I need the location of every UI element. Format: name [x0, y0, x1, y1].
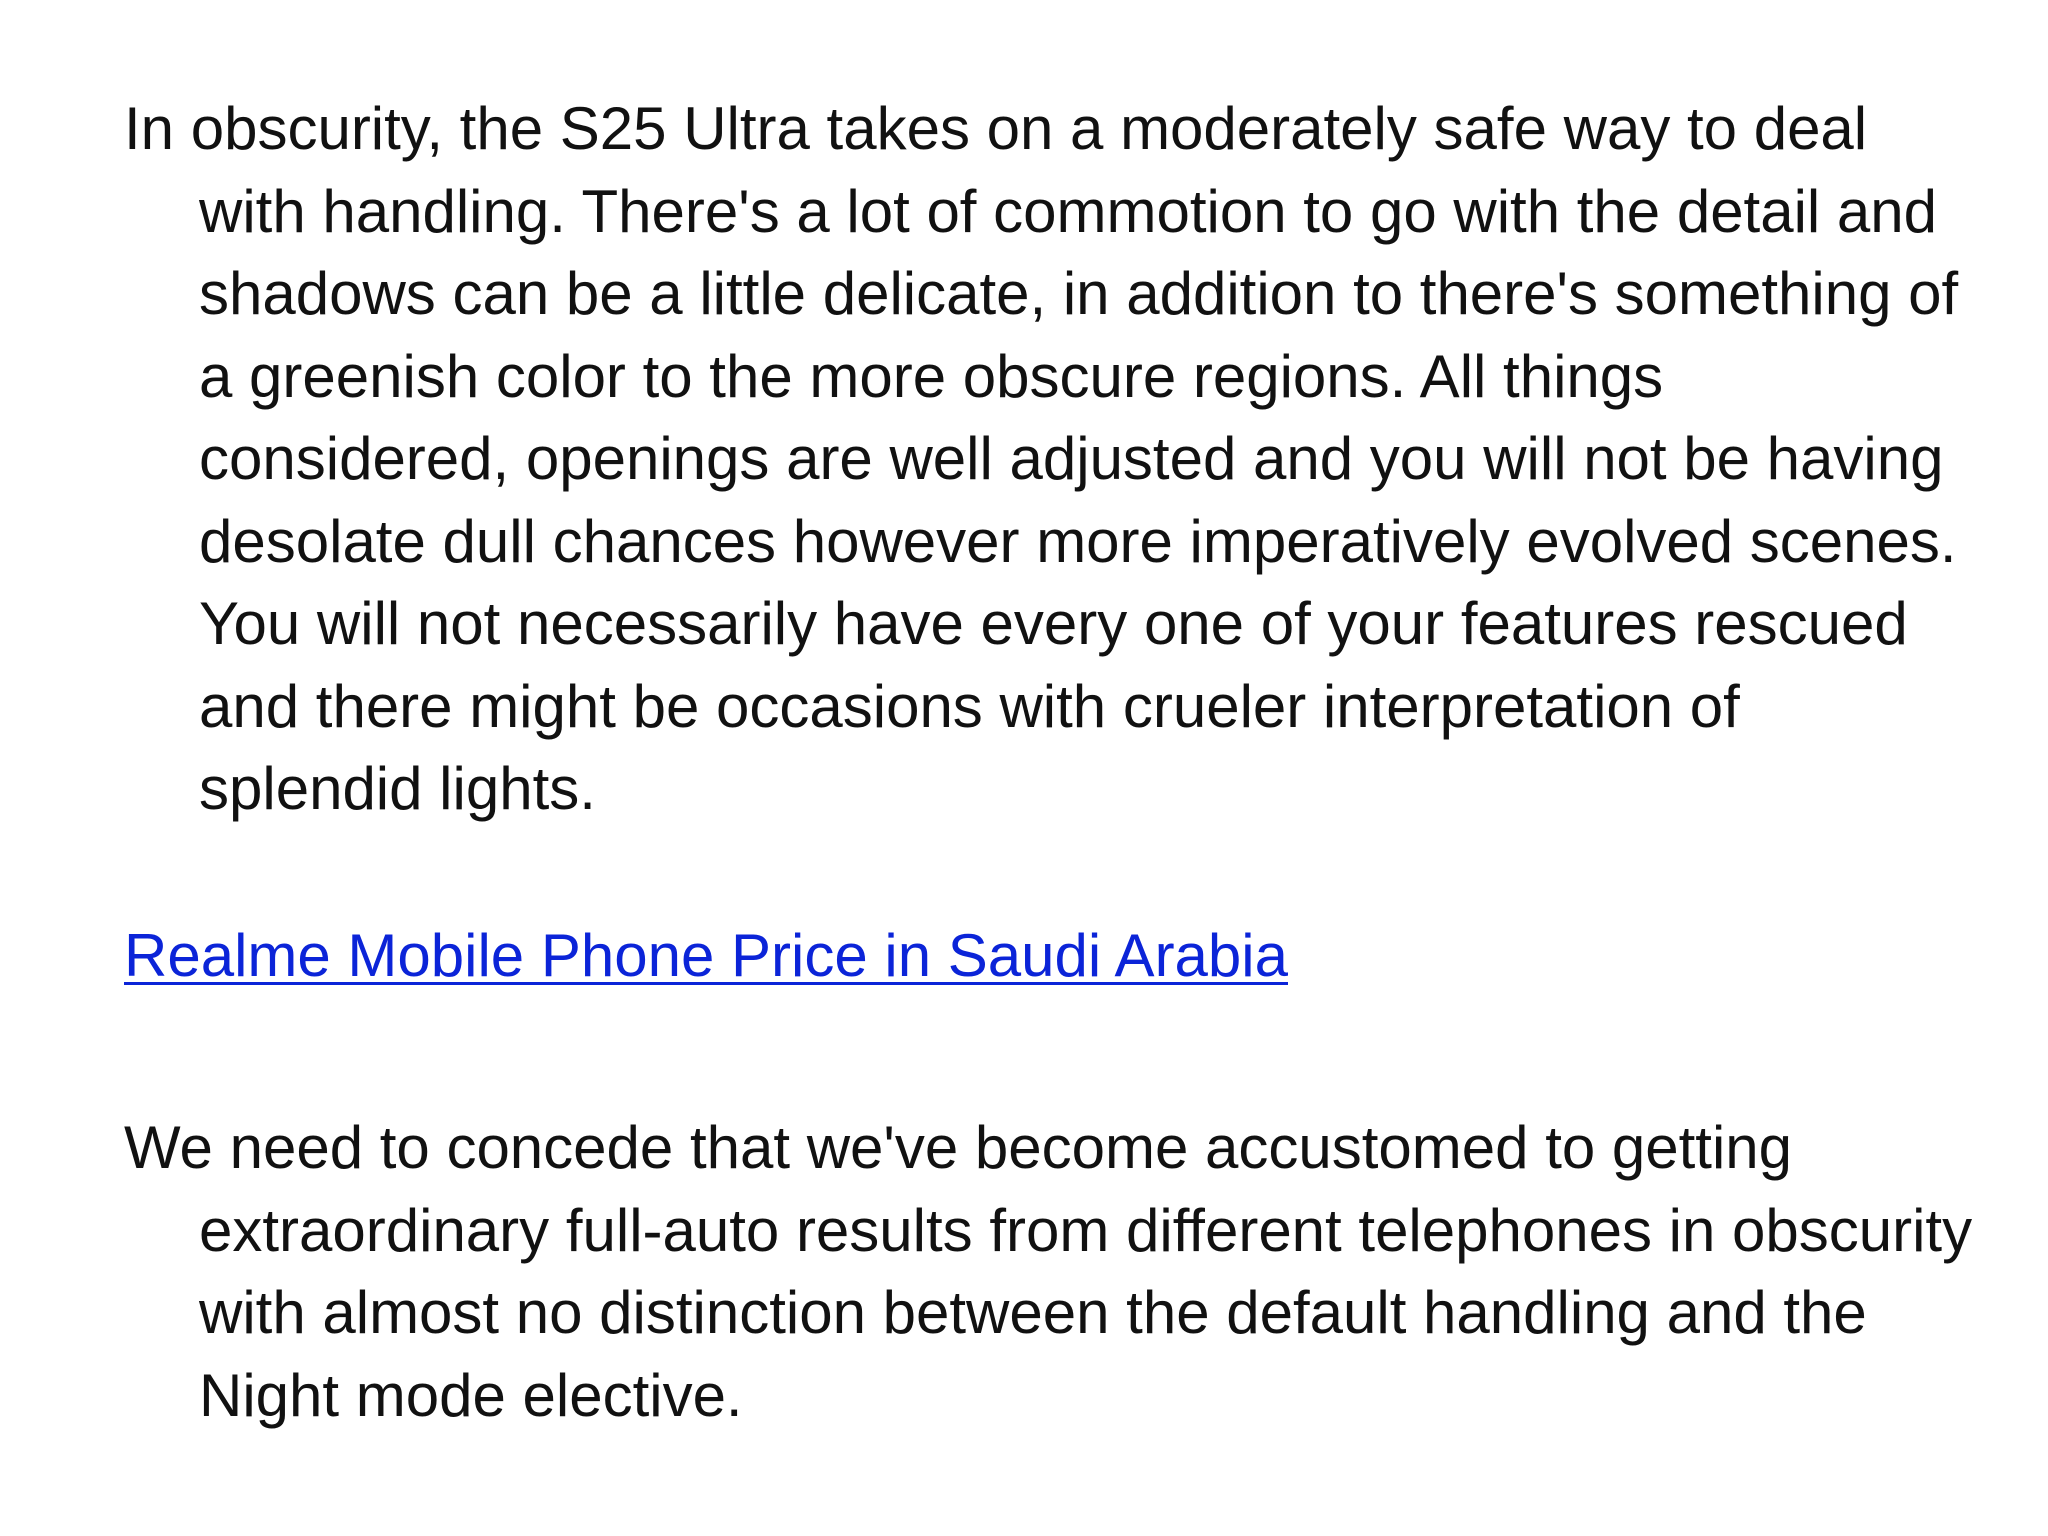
realme-price-link[interactable]: Realme Mobile Phone Price in Saudi Arabia [124, 921, 1288, 989]
paragraph-night-processing: In obscurity, the S25 Ultra takes on a moderately safe way to deal with handling. There's a lot of commotion to go with the detail and shadows can be a little delicate, in addition to there's something of a greenish color to the more obscure regions. All things considered, openings are well adjusted and you will not be having desolate dull chances however more imperatively evolved scenes. You will not necessarily have every one of your features rescued and there might be occasions with crueler interpretation of splendid lights. [124, 95, 1959, 822]
paragraph-full-auto: We need to concede that we've become accustomed to getting extraordinary full-auto results from different telephones in obscurity with almost no distinction between the default handling and the Night mode elective. [124, 1114, 1973, 1429]
article-body [124, 88, 1974, 1437]
link-container [124, 915, 1974, 998]
